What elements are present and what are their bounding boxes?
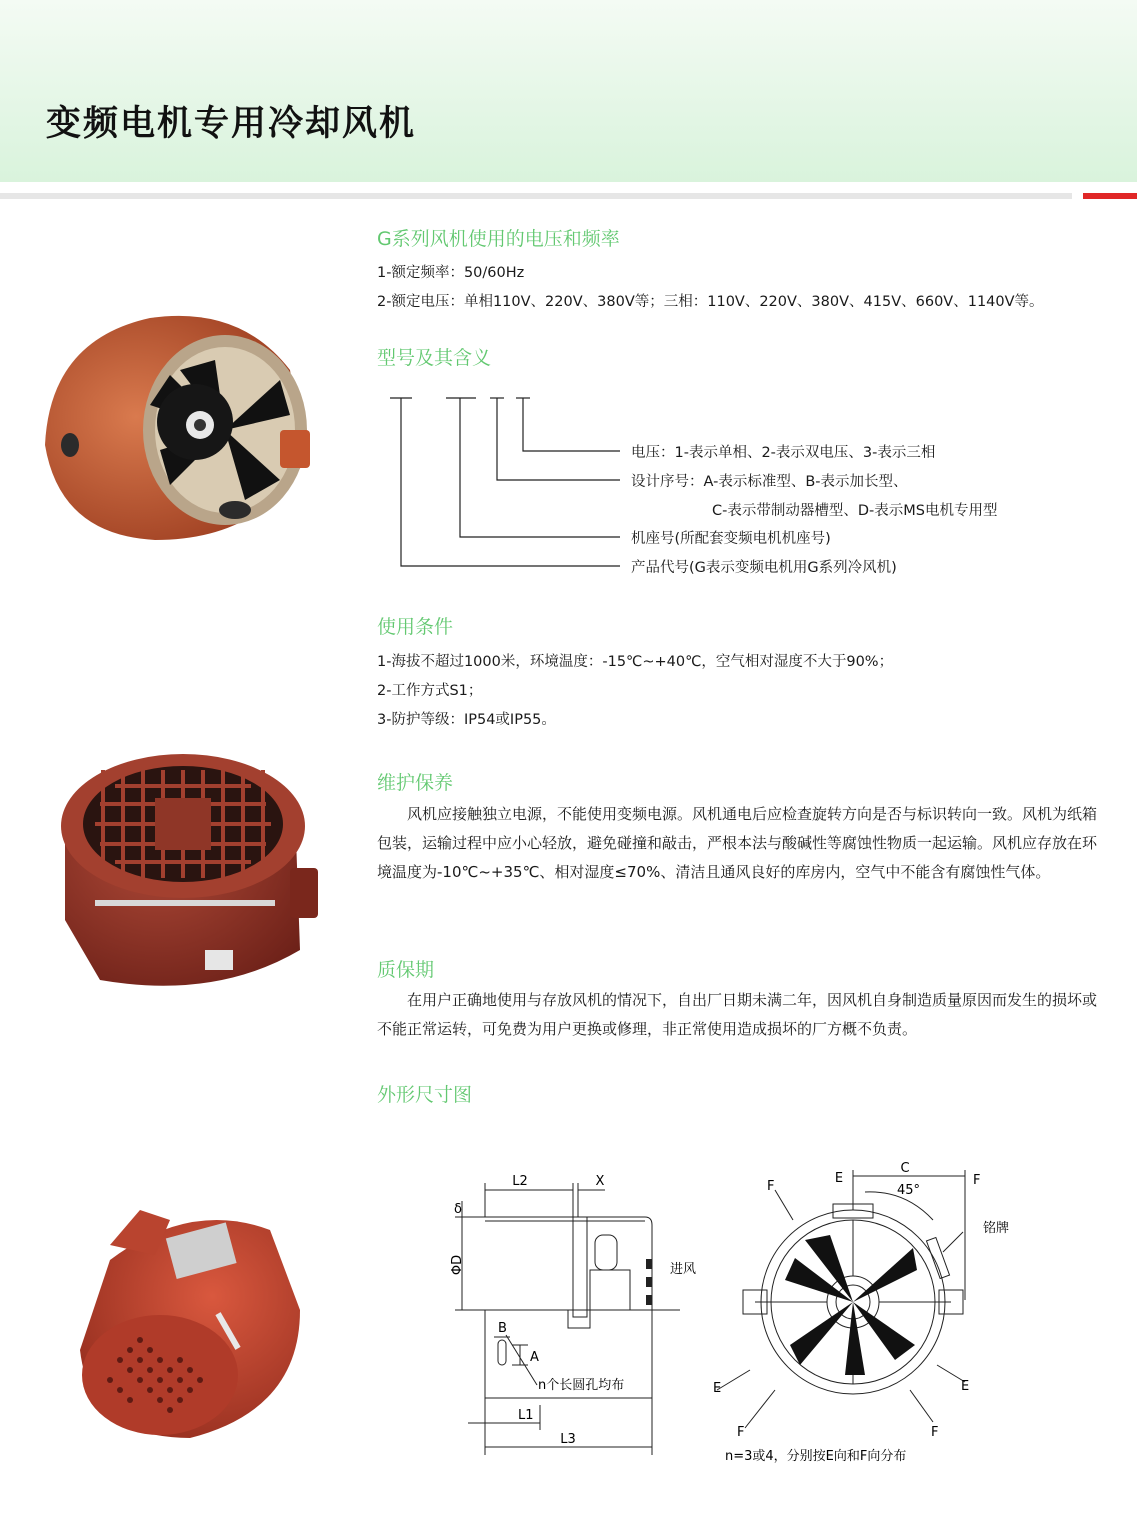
dim-label-E-right: E bbox=[961, 1379, 970, 1394]
fan-photo-open bbox=[40, 310, 320, 550]
model-code-diagram bbox=[380, 390, 630, 580]
dim-label-E-left: E bbox=[713, 1381, 722, 1396]
model-label-design-cont: C-表示带制动器槽型、D-表示MS电机专用型 bbox=[712, 503, 998, 519]
dim-label-E-top: E bbox=[834, 1171, 844, 1186]
section-title-dimensions: 外形尺寸图 bbox=[377, 1084, 473, 1106]
section-title-model: 型号及其含义 bbox=[377, 347, 492, 369]
dim-label-C: C bbox=[900, 1161, 910, 1176]
dim-label-holes: n个长圆孔均布 bbox=[538, 1378, 625, 1393]
model-label-design: 设计序号：A-表示标准型、B-表示加长型、 bbox=[631, 474, 908, 490]
warranty-paragraph: 在用户正确地使用与存放风机的情况下，自出厂日期未满二年，因风机自身制造质量原因而发生的损坏或不能正常运转，可免费为用户更换或修理，非正常使用造成损坏的厂方概不负责。 bbox=[377, 991, 1098, 1038]
dim-label-F-bottom-right: F bbox=[931, 1425, 939, 1440]
dim-label-phiD: ΦD bbox=[450, 1254, 465, 1276]
dim-label-delta: δ bbox=[454, 1202, 462, 1217]
section-title-warranty: 质保期 bbox=[377, 959, 435, 981]
maintenance-text bbox=[377, 800, 1107, 887]
model-label-voltage: 电压：1-表示单相、2-表示双电压、3-表示三相 bbox=[631, 445, 936, 461]
voltage-line-2: 2-额定电压：单相110V、220V、380V等；三相：110V、220V、380V、415V、660V、1140V等。 bbox=[377, 294, 1044, 310]
model-label-product: 产品代号(G表示变频电机用G系列冷风机) bbox=[631, 560, 897, 576]
maintenance-paragraph: 风机应接触独立电源，不能使用变频电源。风机通电后应检查旋转方向是否与标识转向一致。风机为纸箱包装，运输过程中应小心轻放，避免碰撞和敲击，严根本法与酸碱性等腐蚀性物质一起运输。风机应存放在环境温度为-10℃~+35℃、相对湿度≤70%、清洁且通风良好的库房内，空气中不能含有腐蚀性气体。 bbox=[377, 805, 1098, 881]
header-accent-bar bbox=[1083, 193, 1137, 199]
dim-label-nameplate: 铭牌 bbox=[983, 1221, 1010, 1236]
dim-label-F-top-left: F bbox=[767, 1179, 775, 1194]
dimension-front-view bbox=[705, 1160, 1035, 1470]
section-title-maintenance: 维护保养 bbox=[377, 772, 454, 794]
page-title: 变频电机专用冷却风机 bbox=[46, 104, 417, 144]
dim-label-X: X bbox=[595, 1174, 605, 1189]
conditions-line-2: 2-工作方式S1； bbox=[377, 683, 483, 699]
dim-label-A: A bbox=[530, 1350, 539, 1365]
dim-label-L1: L1 bbox=[518, 1408, 534, 1423]
dim-label-B: B bbox=[498, 1321, 507, 1336]
section-title-voltage: G系列风机使用的电压和频率 bbox=[377, 228, 620, 250]
dim-label-angle: 45° bbox=[897, 1183, 921, 1198]
fan-photo-grille bbox=[55, 750, 325, 990]
section-title-conditions: 使用条件 bbox=[377, 616, 454, 638]
voltage-line-1: 1-额定频率：50/60Hz bbox=[377, 265, 525, 281]
dim-note: n=3或4，分别按E向和F向分布 bbox=[725, 1449, 907, 1464]
header-divider bbox=[0, 193, 1072, 199]
dim-label-inlet: 进风 bbox=[670, 1262, 697, 1277]
dim-label-F-top-right: F bbox=[973, 1173, 981, 1188]
warranty-text bbox=[377, 986, 1107, 1044]
dim-label-F-bottom-left: F bbox=[737, 1425, 745, 1440]
model-label-frame: 机座号(所配套变频电机机座号) bbox=[631, 531, 831, 547]
fan-photo-rear bbox=[70, 1200, 310, 1445]
dimension-side-view bbox=[440, 1165, 710, 1455]
conditions-line-3: 3-防护等级：IP54或IP55。 bbox=[377, 712, 556, 728]
dim-label-L2: L2 bbox=[512, 1174, 528, 1189]
dim-label-L3: L3 bbox=[560, 1432, 576, 1447]
conditions-line-1: 1-海拔不超过1000米，环境温度：-15℃~+40℃，空气相对湿度不大于90%； bbox=[377, 654, 894, 670]
header-band bbox=[0, 0, 1137, 182]
